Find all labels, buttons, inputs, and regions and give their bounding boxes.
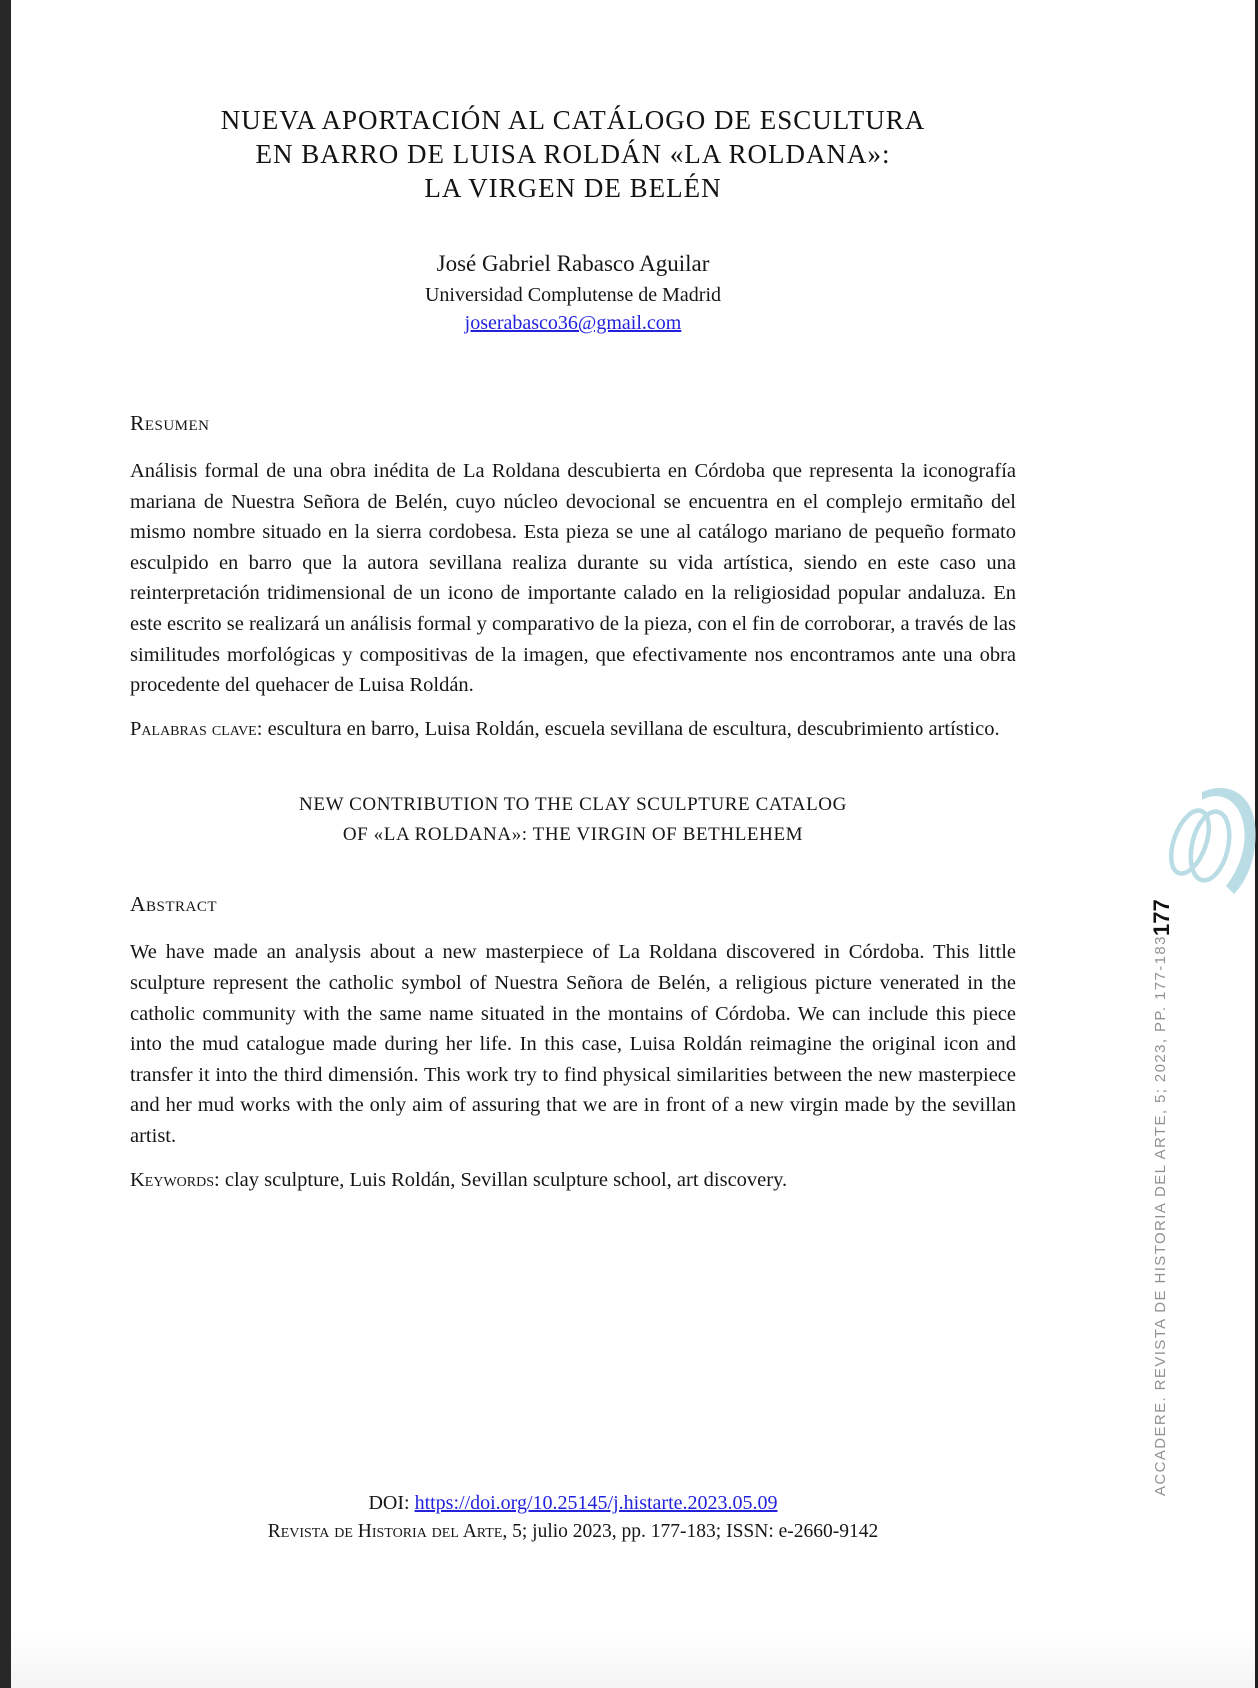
page-title [130,0,1016,205]
palabras-clave-line [130,714,1016,745]
english-title [130,790,1016,850]
page-title-line-1: NUEVA APORTACIÓN AL CATÁLOGO DE ESCULTURA [220,105,926,135]
page-bottom-shadow [11,1628,1255,1688]
author-name: José Gabriel Rabasco Aguilar [436,251,710,276]
sidebar-running-title: ACCADERE. REVISTA DE HISTORIA DEL ARTE, 5; 2023, PP. 177-183 [1152,935,1169,1496]
english-title-line-1: NEW CONTRIBUTION TO THE CLAY SCULPTURE CATALOG [299,794,847,816]
journal-name: Revista de Historia del Arte [267,1521,503,1542]
author-block [130,251,1016,335]
author-affiliation: Universidad Complutense de Madrid [424,284,722,306]
keywords-line [130,1165,1016,1196]
keywords-label: Keywords: [130,1168,220,1191]
keywords-text: clay sculpture, Luis Roldán, Sevillan sculpture school, art discovery. [219,1168,788,1191]
journal-citation-rest: , 5; julio 2023, pp. 177-183; ISSN: e-2660-9142 [502,1521,879,1542]
page-title-line-2: EN BARRO DE LUISA ROLDÁN «LA ROLDANA»: [255,139,891,169]
english-title-line-2: OF «LA ROLDANA»: THE VIRGIN OF BETHLEHEM [342,824,804,846]
article-footer [130,1492,1016,1543]
abstract-heading: Abstract [130,892,218,917]
page-left-edge-strip [0,0,11,1688]
resumen-text: Análisis formal de una obra inédita de La Roldana descubierta en Córdoba que representa la iconografía mariana de Nuestra Señora de Belén, cuyo núcleo devocional se encuentra en el complejo ermitaño del mismo nombre situado en la sierra cordobesa. Esta pieza se une al catálogo mariano de pequeño formato esculpido en barro que la autora sevillana realiza durante su vida artística, siendo en este caso una reinterpretación tridimensional de un icono de importante calado en la religiosidad popular andaluza. En este escrito se realizará un análisis formal y comparativo de la pieza, con el fin de corroborar, a través de las similitudes morfológicas y compositivas de la imagen, que efectivamente nos encontramos ante una obra procedente del quehacer de Luisa Roldán. [130,460,1016,697]
doi-line [130,1492,1016,1515]
sidebar-page-number: 177 [1149,899,1174,936]
resumen-heading: Resumen [130,411,210,435]
author-email-link[interactable]: joserabasco36@gmail.com [464,312,682,334]
doi-link[interactable]: https://doi.org/10.25145/j.histarte.2023.05.09 [414,1492,778,1514]
journal-citation-line [130,1521,1016,1543]
page-title-line-3: LA VIRGEN DE BELÉN [424,173,722,203]
abstract-text: We have made an analysis about a new masterpiece of La Roldana discovered in Córdoba. This little sculpture represent the catholic symbol of Nuestra Señora de Belén, a religious picture venerated in the catholic community with the same name situated in the montains of Córdoba. We can include this piece into the mud catalogue made during her life. In this case, Luisa Roldán reimagine the original icon and transfer it into the third dimensión. This work try to find physical similarities between the new masterpiece and her mud works with the only aim of assuring that we are in front of a new virgin made by the sevillan artist. [130,941,1016,1147]
palabras-clave-text: escultura en barro, Luisa Roldán, escuela sevillana de escultura, descubrimiento artístico. [262,717,1000,740]
doi-label: DOI: [368,1492,415,1514]
palabras-clave-label: Palabras clave: [130,717,263,740]
article-content-column [130,0,1016,1195]
